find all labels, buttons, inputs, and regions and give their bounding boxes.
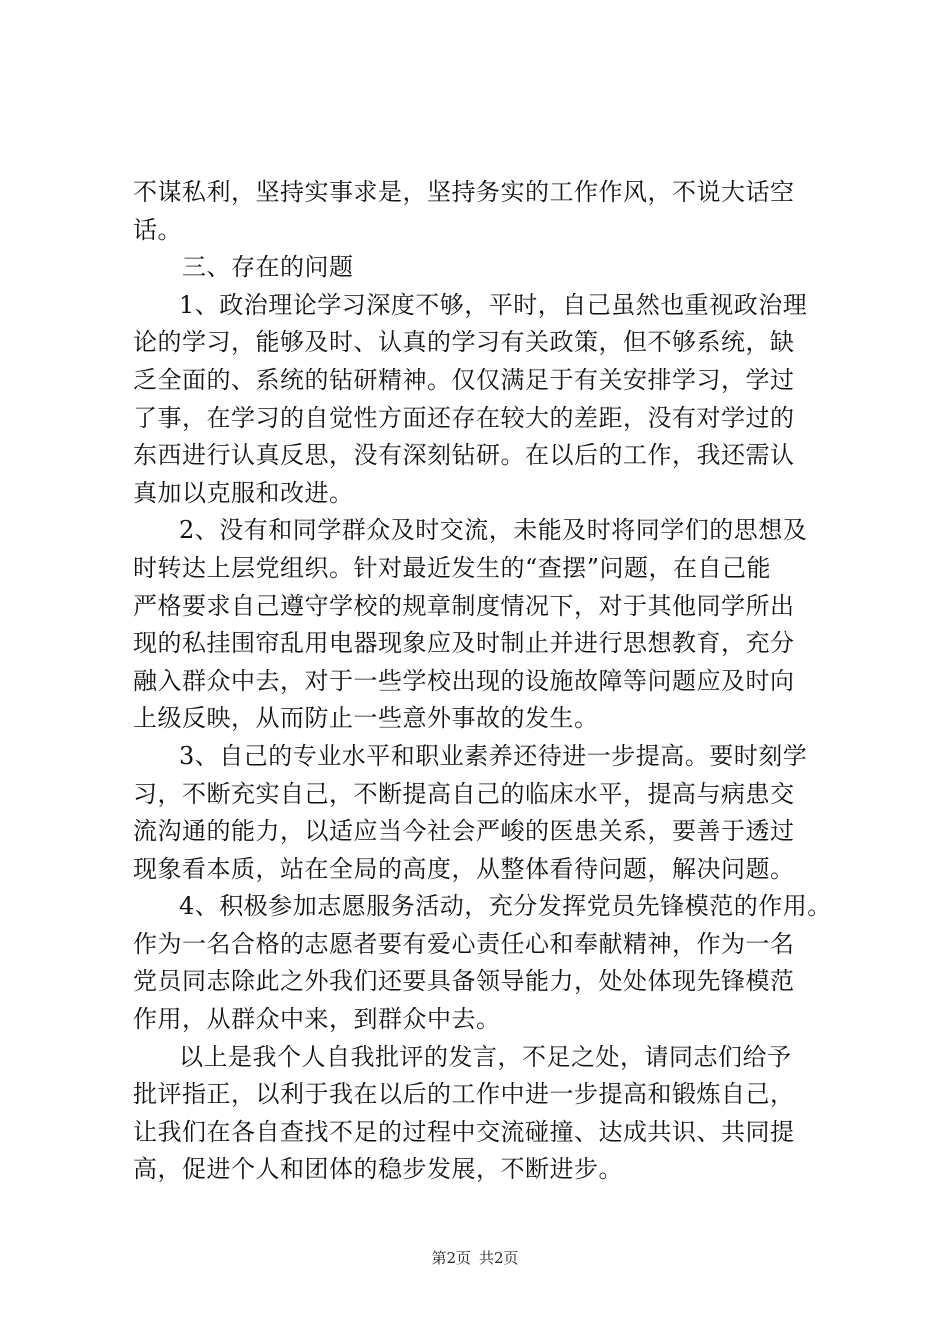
- text-line: 流沟通的能力，以适应当今社会严峻的医患关系，要善于透过: [133, 817, 795, 846]
- text-line: 时转达上层党组织。针对最近发生的“查摆”问题，在自己能: [133, 553, 772, 582]
- text-line: 真加以克服和改进。: [133, 478, 354, 507]
- document-body: [133, 174, 832, 1189]
- section-heading: 三、存在的问题: [182, 253, 354, 282]
- text-line: 严格要求自己遵守学校的规章制度情况下，对于其他同学所出: [133, 591, 795, 620]
- page-footer: [0, 1247, 950, 1268]
- text-line: 批评指正，以利于我在以后的工作中进一步提高和锻炼自己，: [133, 1080, 795, 1109]
- text-line: 1、政治理论学习深度不够，平时，自己虽然也重视政治理: [179, 290, 808, 319]
- text-line: 3、自己的专业水平和职业素养还待进一步提高。要时刻学: [179, 741, 808, 770]
- text-line: 东西进行认真反思，没有深刻钻研。在以后的工作，我还需认: [133, 441, 795, 470]
- text-line: 现的私挂围帘乱用电器现象应及时制止并进行思想教育，充分: [133, 629, 795, 658]
- text-line: 作为一名合格的志愿者要有爱心责任心和奉献精神，作为一名: [133, 929, 795, 958]
- text-line: 不谋私利，坚持实事求是，坚持务实的工作作风，不说大话空: [133, 178, 795, 206]
- text-line: 现象看本质，站在全局的高度，从整体看待问题，解决问题。: [133, 854, 795, 883]
- page-number: 第2页: [431, 1249, 471, 1267]
- text-line: 话。: [133, 215, 182, 244]
- text-line: 融入群众中去，对于一些学校出现的设施故障等问题应及时向: [133, 666, 795, 695]
- text-line: 论的学习，能够及时、认真的学习有关政策，但不够系统，缺: [133, 328, 795, 357]
- text-line: 习，不断充实自己，不断提高自己的临床水平，提高与病患交: [133, 779, 795, 808]
- text-line: 4、积极参加志愿服务活动，充分发挥党员先锋模范的作用。: [179, 892, 832, 921]
- text-line: 让我们在各自查找不足的过程中交流碰撞、达成共识、共同提: [133, 1117, 795, 1146]
- text-line: 上级反映，从而防止一些意外事故的发生。: [133, 704, 599, 733]
- text-line: 作用，从群众中来，到群众中去。: [133, 1005, 501, 1034]
- text-line: 了事，在学习的自觉性方面还存在较大的差距，没有对学过的: [133, 403, 795, 432]
- text-line: 以上是我个人自我批评的发言，不足之处，请同志们给予: [179, 1042, 792, 1071]
- page-total: 共2页: [479, 1249, 519, 1267]
- text-line: 2、没有和同学群众及时交流，未能及时将同学们的思想及: [179, 516, 808, 545]
- text-line: 高，促进个人和团体的稳步发展，不断进步。: [133, 1155, 623, 1184]
- text-line: 党员同志除此之外我们还要具备领导能力，处处体现先锋模范: [133, 967, 795, 996]
- text-line: 乏全面的、系统的钻研精神。仅仅满足于有关安排学习，学过: [133, 365, 795, 394]
